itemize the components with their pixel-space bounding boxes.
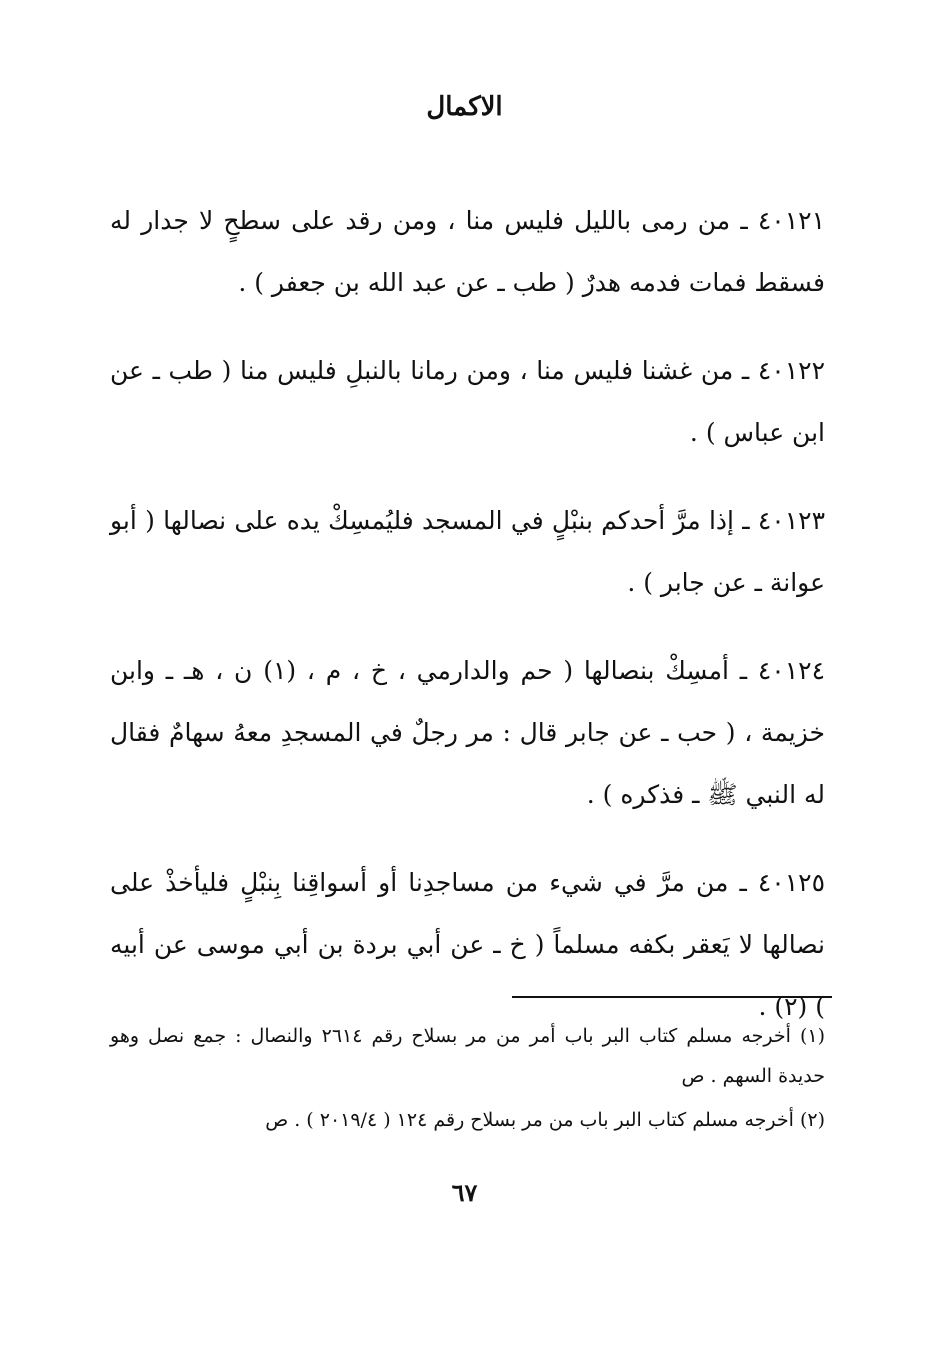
page-number: ٦٧: [451, 1178, 478, 1207]
hadith-text: ـ إذا مرَّ أحدكم بنبْلٍ في المسجد فليُمسِكْ يده على نصالها ( أبو عوانة ـ عن جابر ) .: [110, 506, 825, 597]
hadith-text: ـ أمسِكْ بنصالها ( حم والدارمي ، خ ، م ، (١) ن ، هـ ـ وابن خزيمة ، ( حب ـ عن جابر قال : مر رجلٌ في المسجدِ معهُ سهامٌ فقال له النبي ﷺ ـ فذكره ) .: [110, 656, 825, 809]
hadith-entry: [110, 490, 825, 614]
hadith-number: ٤٠١٢١: [757, 206, 825, 235]
hadith-entry: [110, 852, 825, 1038]
hadith-entry: [110, 640, 825, 826]
hadith-number: ٤٠١٢٢: [757, 356, 825, 385]
footnote: (٢) أخرجه مسلم كتاب البر باب من مر بسلاح رقم ١٢٤ ( ٢٠١٩/٤ ) . ص: [265, 1109, 825, 1131]
footnotes: [110, 1016, 825, 1144]
hadith-number: ٤٠١٢٤: [757, 656, 825, 685]
running-title: الاكمال: [426, 92, 503, 122]
hadith-text: ـ من رمى بالليل فليس منا ، ومن رقد على سطحٍ لا جدار له فسقط فمات فدمه هدرٌ ( طب ـ عن عبد الله بن جعفر ) .: [110, 206, 825, 297]
hadith-number: ٤٠١٢٣: [757, 506, 825, 535]
footnote: (١) أخرجه مسلم كتاب البر باب أمر من مر بسلاح رقم ٢٦١٤ والنصال : جمع نصل وهو حديدة السهم . ص: [110, 1025, 825, 1087]
hadith-entry: [110, 190, 825, 314]
hadith-text: ـ من مرَّ في شيء من مساجدِنا أو أسواقِنا بِنبْلٍ فليأخذْ على نصالها لا يَعقر بكفه مسلماً ( خ ـ عن أبي بردة بن أبي موسى عن أبيه ) (٢) .: [110, 868, 825, 1021]
hadith-entry: [110, 340, 825, 464]
hadith-text: ـ من غشنا فليس منا ، ومن رمانا بالنبلِ فليس منا ( طب ـ عن ابن عباس ) .: [110, 356, 825, 447]
hadith-list: [110, 190, 825, 1064]
hadith-number: ٤٠١٢٥: [757, 868, 825, 897]
footnote-divider: [512, 996, 832, 998]
